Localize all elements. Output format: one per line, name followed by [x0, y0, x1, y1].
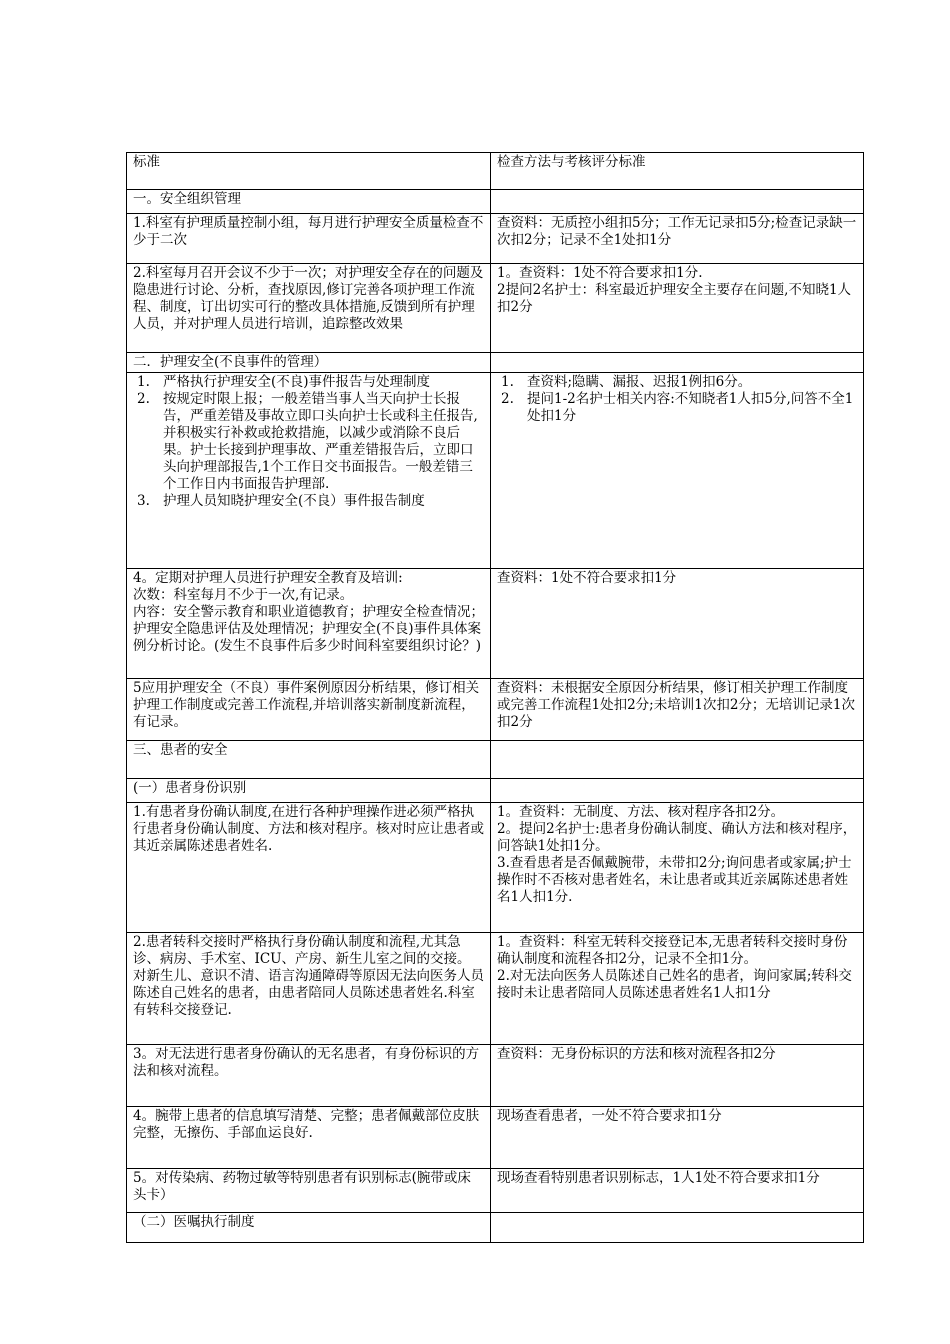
- table-header-row: [127, 153, 864, 190]
- section-heading: 二．护理安全(不良事件的管理）: [127, 353, 491, 373]
- list-item: 2. 按规定时限上报；一般差错当事人当天向护士长报告，严重差错及事故立即口头向护士长或科主任报告,并积极实行补救或抢救措施，以减少或消除不良后果。护士长接到护理事故、严重差错报告后，立即口头向护理部报告,1个工作日交书面报告。一般差错三个工作日内书面报告护理部.: [137, 391, 478, 492]
- standard-cell: 4。腕带上患者的信息填写清楚、完整；患者佩戴部位皮肤完整，无擦伤、手部血运良好.: [127, 1107, 491, 1169]
- standard-cell: 2.患者转科交接时严格执行身份确认制度和流程,尤其急诊、病房、手术室、ICU、产房、新生儿室之间的交接。对新生儿、意识不清、语言沟通障碍等原因无法向医务人员陈述自己姓名的患者，由患者陪同人员陈述患者姓名.科室有转科交接登记.: [127, 933, 491, 1045]
- standard-cell: 5应用护理安全（不良）事件案例原因分析结果，修订相关护理工作制度或完善工作流程,并培训落实新制度新流程，有记录。: [127, 679, 491, 741]
- method-cell: [491, 741, 864, 779]
- standard-cell: 1.有患者身份确认制度,在进行各种护理操作进必须严格执行患者身份确认制度、方法和核对程序。核对时应让患者或其近亲属陈述患者姓名.: [127, 803, 491, 933]
- table-row: [127, 569, 864, 679]
- section-heading: 一。安全组织管理: [127, 190, 491, 214]
- standard-cell: [127, 373, 491, 569]
- method-cell: [491, 353, 864, 373]
- table-row: [127, 803, 864, 933]
- standard-cell: 4。定期对护理人员进行护理安全教育及培训: 次数：科室每月不少于一次,有记录。 内容：安全警示教育和职业道德教育；护理安全检查情况；护理安全隐患评估及处理情况；护理安全(不良)事件具体案例分析讨论。(发生不良事件后多少时间科室要组织讨论？): [127, 569, 491, 679]
- table-row: [127, 1045, 864, 1107]
- table-row: [127, 679, 864, 741]
- section-heading: （二）医嘱执行制度: [127, 1213, 491, 1243]
- table-row: [127, 741, 864, 779]
- method-cell: 现场查看患者，一处不符合要求扣1分: [491, 1107, 864, 1169]
- list-item: 3. 护理人员知晓护理安全(不良）事件报告制度: [137, 493, 425, 509]
- method-cell: [491, 779, 864, 803]
- section-heading: (一）患者身份识别: [127, 779, 491, 803]
- list-item: 2. 提问1-2名护士相关内容:不知晓者1人扣5分,问答不全1处扣1分: [501, 391, 854, 424]
- table-row: [127, 779, 864, 803]
- table-row: [127, 1213, 864, 1243]
- table-row: [127, 1169, 864, 1213]
- standard-cell: 1.科室有护理质量控制小组，每月进行护理安全质量检查不少于二次: [127, 214, 491, 264]
- table-row: [127, 353, 864, 373]
- standard-cell: 3。对无法进行患者身份确认的无名患者，有身份标识的方法和核对流程。: [127, 1045, 491, 1107]
- method-cell: 查资料：1处不符合要求扣1分: [491, 569, 864, 679]
- method-cell: [491, 1213, 864, 1243]
- method-cell: 1。查资料：无制度、方法、核对程序各扣2分。 2。提问2名护士:患者身份确认制度、确认方法和核对程序，问答缺1处扣1分。 3.查看患者是否佩戴腕带，未带扣2分;询问患者或家属;护士操作时不否核对患者姓名，未让患者或其近亲属陈述患者姓名1人扣1分.: [491, 803, 864, 933]
- table-row: [127, 373, 864, 569]
- method-cell: 查资料：无身份标识的方法和核对流程各扣2分: [491, 1045, 864, 1107]
- method-cell: [491, 373, 864, 569]
- method-cell: 1。查资料：科室无转科交接登记本,无患者转科交接时身份确认制度和流程各扣2分，记录不全扣1分。 2.对无法向医务人员陈述自己姓名的患者，询问家属;转科交接时未让患者陪同人员陈述患者姓名1人扣1分: [491, 933, 864, 1045]
- header-standard: 标准: [127, 153, 491, 190]
- table-row: [127, 264, 864, 353]
- method-cell: 1。查资料：1处不符合要求扣1分. 2提问2名护士：科室最近护理安全主要存在问题,不知晓1人扣2分: [491, 264, 864, 353]
- table-row: [127, 214, 864, 264]
- method-cell: 现场查看特别患者识别标志，1人1处不符合要求扣1分: [491, 1169, 864, 1213]
- header-method: 检查方法与考核评分标准: [491, 153, 864, 190]
- method-cell: 查资料：未根据安全原因分析结果，修订相关护理工作制度或完善工作流程1处扣2分;未培训1次扣2分；无培训记录1次扣2分: [491, 679, 864, 741]
- table-row: [127, 190, 864, 214]
- method-cell: 查资料：无质控小组扣5分；工作无记录扣5分;检查记录缺一次扣2分；记录不全1处扣1分: [491, 214, 864, 264]
- standard-cell: 5。对传染病、药物过敏等特别患者有识别标志(腕带或床头卡）: [127, 1169, 491, 1213]
- section-heading: 三、患者的安全: [127, 741, 491, 779]
- list-item: 1. 严格执行护理安全(不良)事件报告与处理制度: [137, 374, 431, 390]
- list-item: 1. 查资料;隐瞒、漏报、迟报1例扣6分。: [501, 374, 752, 390]
- method-cell: [491, 190, 864, 214]
- assessment-table: [126, 152, 864, 1243]
- table-row: [127, 1107, 864, 1169]
- table-row: [127, 933, 864, 1045]
- standard-cell: 2.科室每月召开会议不少于一次；对护理安全存在的问题及隐患进行讨论、分析，查找原因,修订完善各项护理工作流程、制度，订出切实可行的整改具体措施,反馈到所有护理人员，并对护理人员进行培训，追踪整改效果: [127, 264, 491, 353]
